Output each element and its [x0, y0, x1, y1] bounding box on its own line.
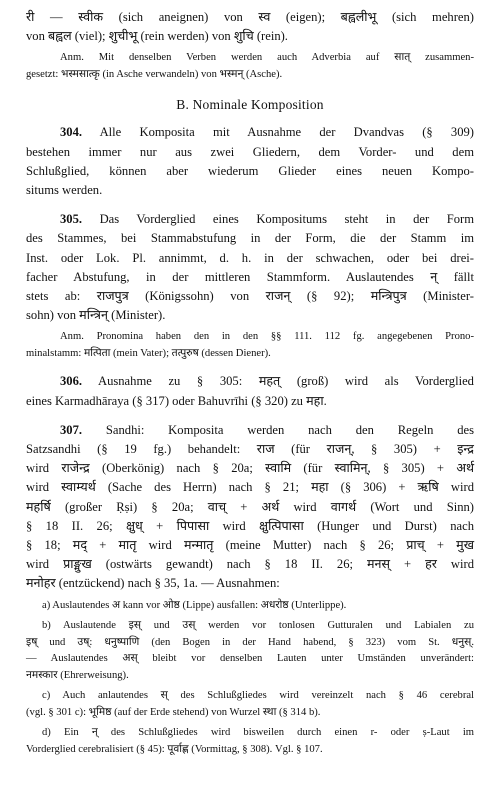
text-line: Sandhi: Komposita werden nach den Regeln des — [105, 422, 475, 437]
note-line: Anm. Pronomina haben den in den §§ 111. 112 fg. angegebenen Prono- — [60, 331, 474, 343]
paragraph-306 — [26, 372, 474, 410]
text-line: stets ab: राजपुत्र (Königssohn) von राजन् (§ 92); मन्त्रिपुत्र (Minister- — [26, 289, 474, 304]
note-line: b) Auslautende इस् und उस् werden vor tonlosen Gutturalen und Labialen zu — [42, 620, 474, 632]
text-line: situms werden. — [26, 183, 103, 198]
note-line: d) Ein न् des Schlußgliedes wird bisweilen durch einen r- oder ṣ-Laut im — [42, 727, 474, 739]
section-heading: B. Nominale Komposition — [176, 97, 324, 113]
subsection-a — [26, 598, 474, 615]
note-305 — [26, 329, 474, 362]
text-line: Inst. oder Lok. Pl. annimmt, d. h. in der schwachen, oder bei drei- — [26, 250, 474, 265]
note-line: Vorderglied cerebralisiert (§ 45): पूर्वाह्ण (Vormittag, § 308). Vgl. § 107. — [26, 743, 323, 755]
note-line: a) Auslautendes अ kann vor ओष्ठ (Lippe) ausfallen: अधरोष्ठ (Unterlippe). — [42, 599, 347, 611]
paragraph-307 — [26, 421, 474, 758]
note-line: (vgl. § 301 c): भूमिष्ठ (auf der Erde stehend) von Wurzel स्था (§ 314 b). — [26, 706, 321, 718]
text-line: sohn) von मन्त्रिन् (Minister). — [26, 308, 166, 323]
text-line: Schlußglied, können aber wiederum Glieder eines neuen Kompo- — [26, 163, 474, 178]
text-line: des Stammes, bei Stammabstufung in der Form, die der Stamm im — [26, 231, 474, 246]
note-line: c) Auch anlautendes स् des Schlußgliedes wird vereinzelt nach § 46 cerebral — [42, 690, 474, 702]
note-line: Anm. Mit denselben Verben werden auch Adverbia auf सात् zusammen- — [60, 52, 474, 64]
text-line: Ausnahme zu § 305: महत् (groß) wird als Vorderglied — [97, 374, 474, 389]
continuation-paragraph — [26, 8, 474, 46]
paragraph-number: 304. — [60, 125, 83, 140]
paragraph-number: 305. — [60, 212, 83, 227]
text-line: von बह्वल (viel); शुचीभू (rein werden) von शुचि (rein). — [26, 29, 288, 44]
text-line: Das Vorderglied eines Kompositums steht in der Form — [99, 212, 474, 227]
subsection-c — [26, 688, 474, 721]
note-line: gesetzt: भस्मसात्कृ (in Asche verwandeln) von भस्मन् (Asche). — [26, 68, 283, 80]
text-line: § 18 II. 26; क्षुध् + पिपासा wird क्षुत्पिपासा (Hunger und Durst) nach — [26, 518, 474, 533]
subsection-b — [26, 618, 474, 684]
text-line: Satzsandhi (§ 19 fg.) behandelt: राज (für राजन्, § 305) + इन्द्र — [26, 442, 474, 457]
note-top — [26, 50, 474, 83]
text-line: bestehen immer nur aus zwei Gliedern, dem Vorder- und dem — [26, 144, 474, 159]
text-line: महर्षि (großer Ṛṣi) § 20a; वाच् + अर्थ wird वागर्थ (Wort und Sinn) — [26, 499, 474, 514]
note-line: इष् und उष्: धनुष्पाणि (den Bogen in der Hand habend, § 323) vom St. धनुस्. — [26, 636, 474, 648]
text-line: मनोहर (entzückend) nach § 35, 1a. — Ausnahmen: — [26, 576, 280, 591]
text-line: wird प्राङ्मुख (ostwärts gewandt) nach § 18 II. 26; मनस् + हर wird — [26, 557, 474, 572]
note-line: minalstamm: मत्पिता (mein Vater); तत्पुरुष (dessen Diener). — [26, 347, 271, 359]
text-line: री — स्वीक (sich aneignen) von स्व (eigen); बह्वलीभू (sich mehren) — [26, 10, 474, 24]
text-line: wird राजेन्द्र (Oberkönig) nach § 20a; स्वामि (für स्वामिन्, § 305) + अर्थ — [26, 461, 474, 476]
text-line: wird स्वाम्यर्थ (Sache des Herrn) nach § 21; महा (§ 306) + ऋषि wird — [26, 480, 474, 495]
note-line: — Auslautendes अस् bleibt vor denselben Lauten unter Umständen unverändert: — [26, 653, 474, 665]
subsection-d — [26, 725, 474, 758]
text-line: eines Karmadhāraya (§ 317) oder Bahuvrīhi (§ 320) zu महा. — [26, 393, 327, 408]
text-line: Alle Komposita mit Ausnahme der Dvandvas (§ 309) — [99, 125, 474, 140]
note-line: नमस्कार (Ehrerweisung). — [26, 669, 129, 681]
paragraph-number: 306. — [60, 374, 83, 389]
text-line: facher Abstufung, in der mittleren Stammform. Auslautendes न् fällt — [26, 269, 474, 284]
paragraph-304 — [26, 123, 474, 200]
paragraph-number: 307. — [60, 422, 83, 437]
paragraph-305 — [26, 210, 474, 362]
text-line: § 18; मद् + मातृ wird मन्मातृ (meine Mutter) nach § 26; प्राच् + मुख — [26, 538, 474, 553]
